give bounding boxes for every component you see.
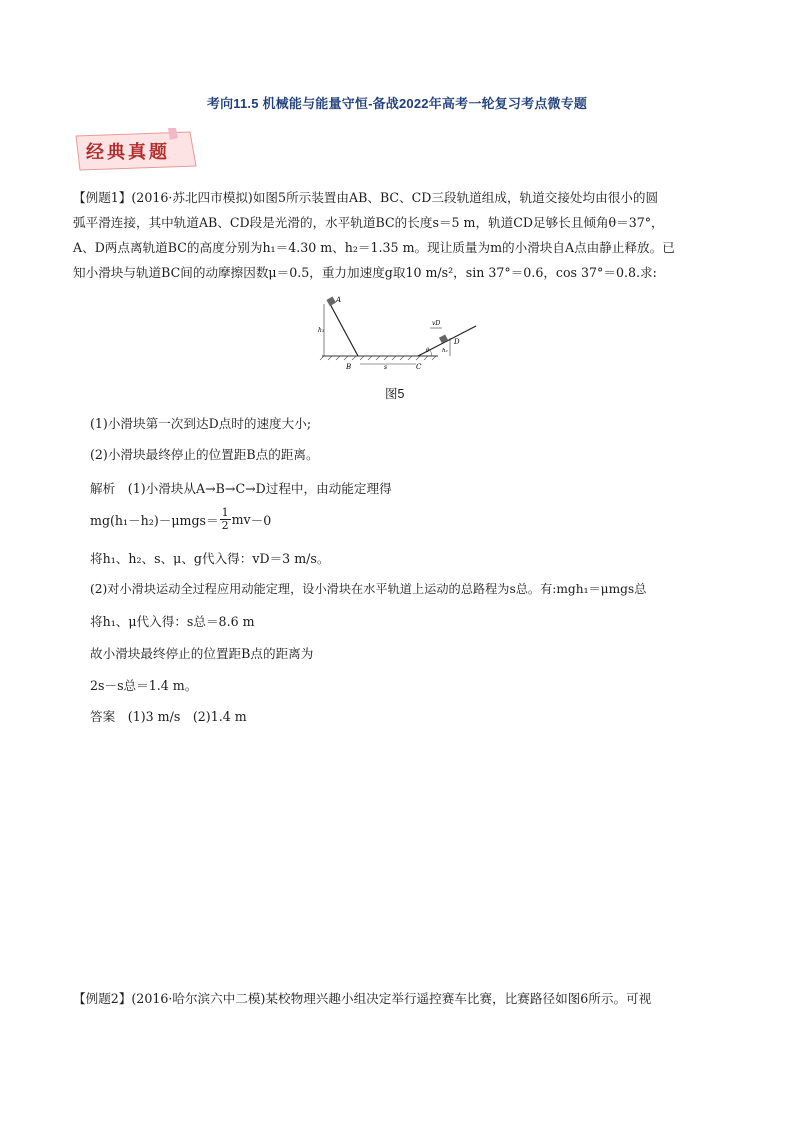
section-banner (72, 128, 200, 174)
fraction-numerator: 1 (221, 506, 229, 519)
slider-block-a (326, 297, 336, 307)
page-title: 考向11.5 机械能与能量守恒-备战2022年高考一轮复习考点微专题 (206, 96, 588, 111)
example1-line2: 弧平滑连接，其中轨道AB、CD段是光滑的，水平轨道BC的长度s＝5 m，轨道CD足够长且倾角θ＝37°， (73, 215, 664, 230)
label-b: B (346, 363, 352, 371)
example1-paragraph (73, 185, 723, 285)
question-2: (2)小滑块最终停止的位置距B点的距离。 (90, 447, 319, 462)
example1-line3: A、D两点离轨道BC的高度分别为h₁＝4.30 m、h₂＝1.35 m。现让质量为m的小滑块自A点由静止释放。已 (73, 240, 675, 255)
example1-line1: 【例题1】(2016·苏北四市模拟)如图5所示装置由AB、BC、CD三段轨道组成，轨道交接处均由很小的圆 (73, 190, 659, 205)
label-vd: vD (432, 320, 441, 327)
solution-line-3: (2)对小滑块运动全过程应用动能定理，设小滑块在水平轨道上运动的总路程为s总。有:mgh₁＝μmgs总 (90, 582, 647, 596)
label-a: A (336, 296, 342, 304)
answer-line: 答案 (1)3 m/s (2)1.4 m (90, 709, 247, 724)
solution-line-4: 将h₁、μ代入得：s总＝8.6 m (90, 614, 255, 629)
label-h1: h₁ (318, 327, 325, 334)
track-ab (330, 304, 358, 356)
solution-line-6: 2s－s总＝1.4 m。 (90, 678, 198, 693)
fraction-denominator: 2 (221, 519, 229, 532)
solution-line-1: 解析 (1)小滑块从A→B→C→D过程中，由动能定理得 (90, 481, 392, 496)
label-s: s (384, 364, 388, 371)
equation-1-right: mv (231, 512, 251, 527)
example2-line1: 【例题2】(2016·哈尔滨六中二模)某校物理兴趣小组决定举行遥控赛车比赛，比赛路径如图6所示。可视 (73, 991, 652, 1006)
question-1: (1)小滑块第一次到达D点时的速度大小; (90, 416, 312, 431)
example1-line4: 知小滑块与轨道BC间的动摩擦因数μ＝0.5，重力加速度g取10 m/s²，sin 37°＝0.6，cos 37°＝0.8.求: (73, 265, 657, 280)
equation-1-tail: －0 (250, 513, 272, 528)
solution-line-2: 将h₁、h₂、s、μ、g代入得：vD＝3 m/s。 (90, 551, 330, 566)
label-theta: θ (426, 348, 430, 354)
equation-1 (90, 507, 271, 532)
figure-5-diagram (318, 292, 478, 372)
solution-line-5: 故小滑块最终停止的位置距B点的距离为 (90, 646, 314, 661)
example2-paragraph (73, 986, 723, 1011)
label-h2: h₂ (442, 348, 448, 354)
equation-1-fraction (220, 507, 231, 532)
figure-caption: 图5 (385, 387, 405, 401)
equation-1-left: mg(h₁－h₂)－μmgs＝ (90, 513, 219, 528)
label-c: C (416, 363, 422, 371)
label-d: D (454, 338, 460, 346)
banner-text: 经典真题 (86, 142, 170, 163)
